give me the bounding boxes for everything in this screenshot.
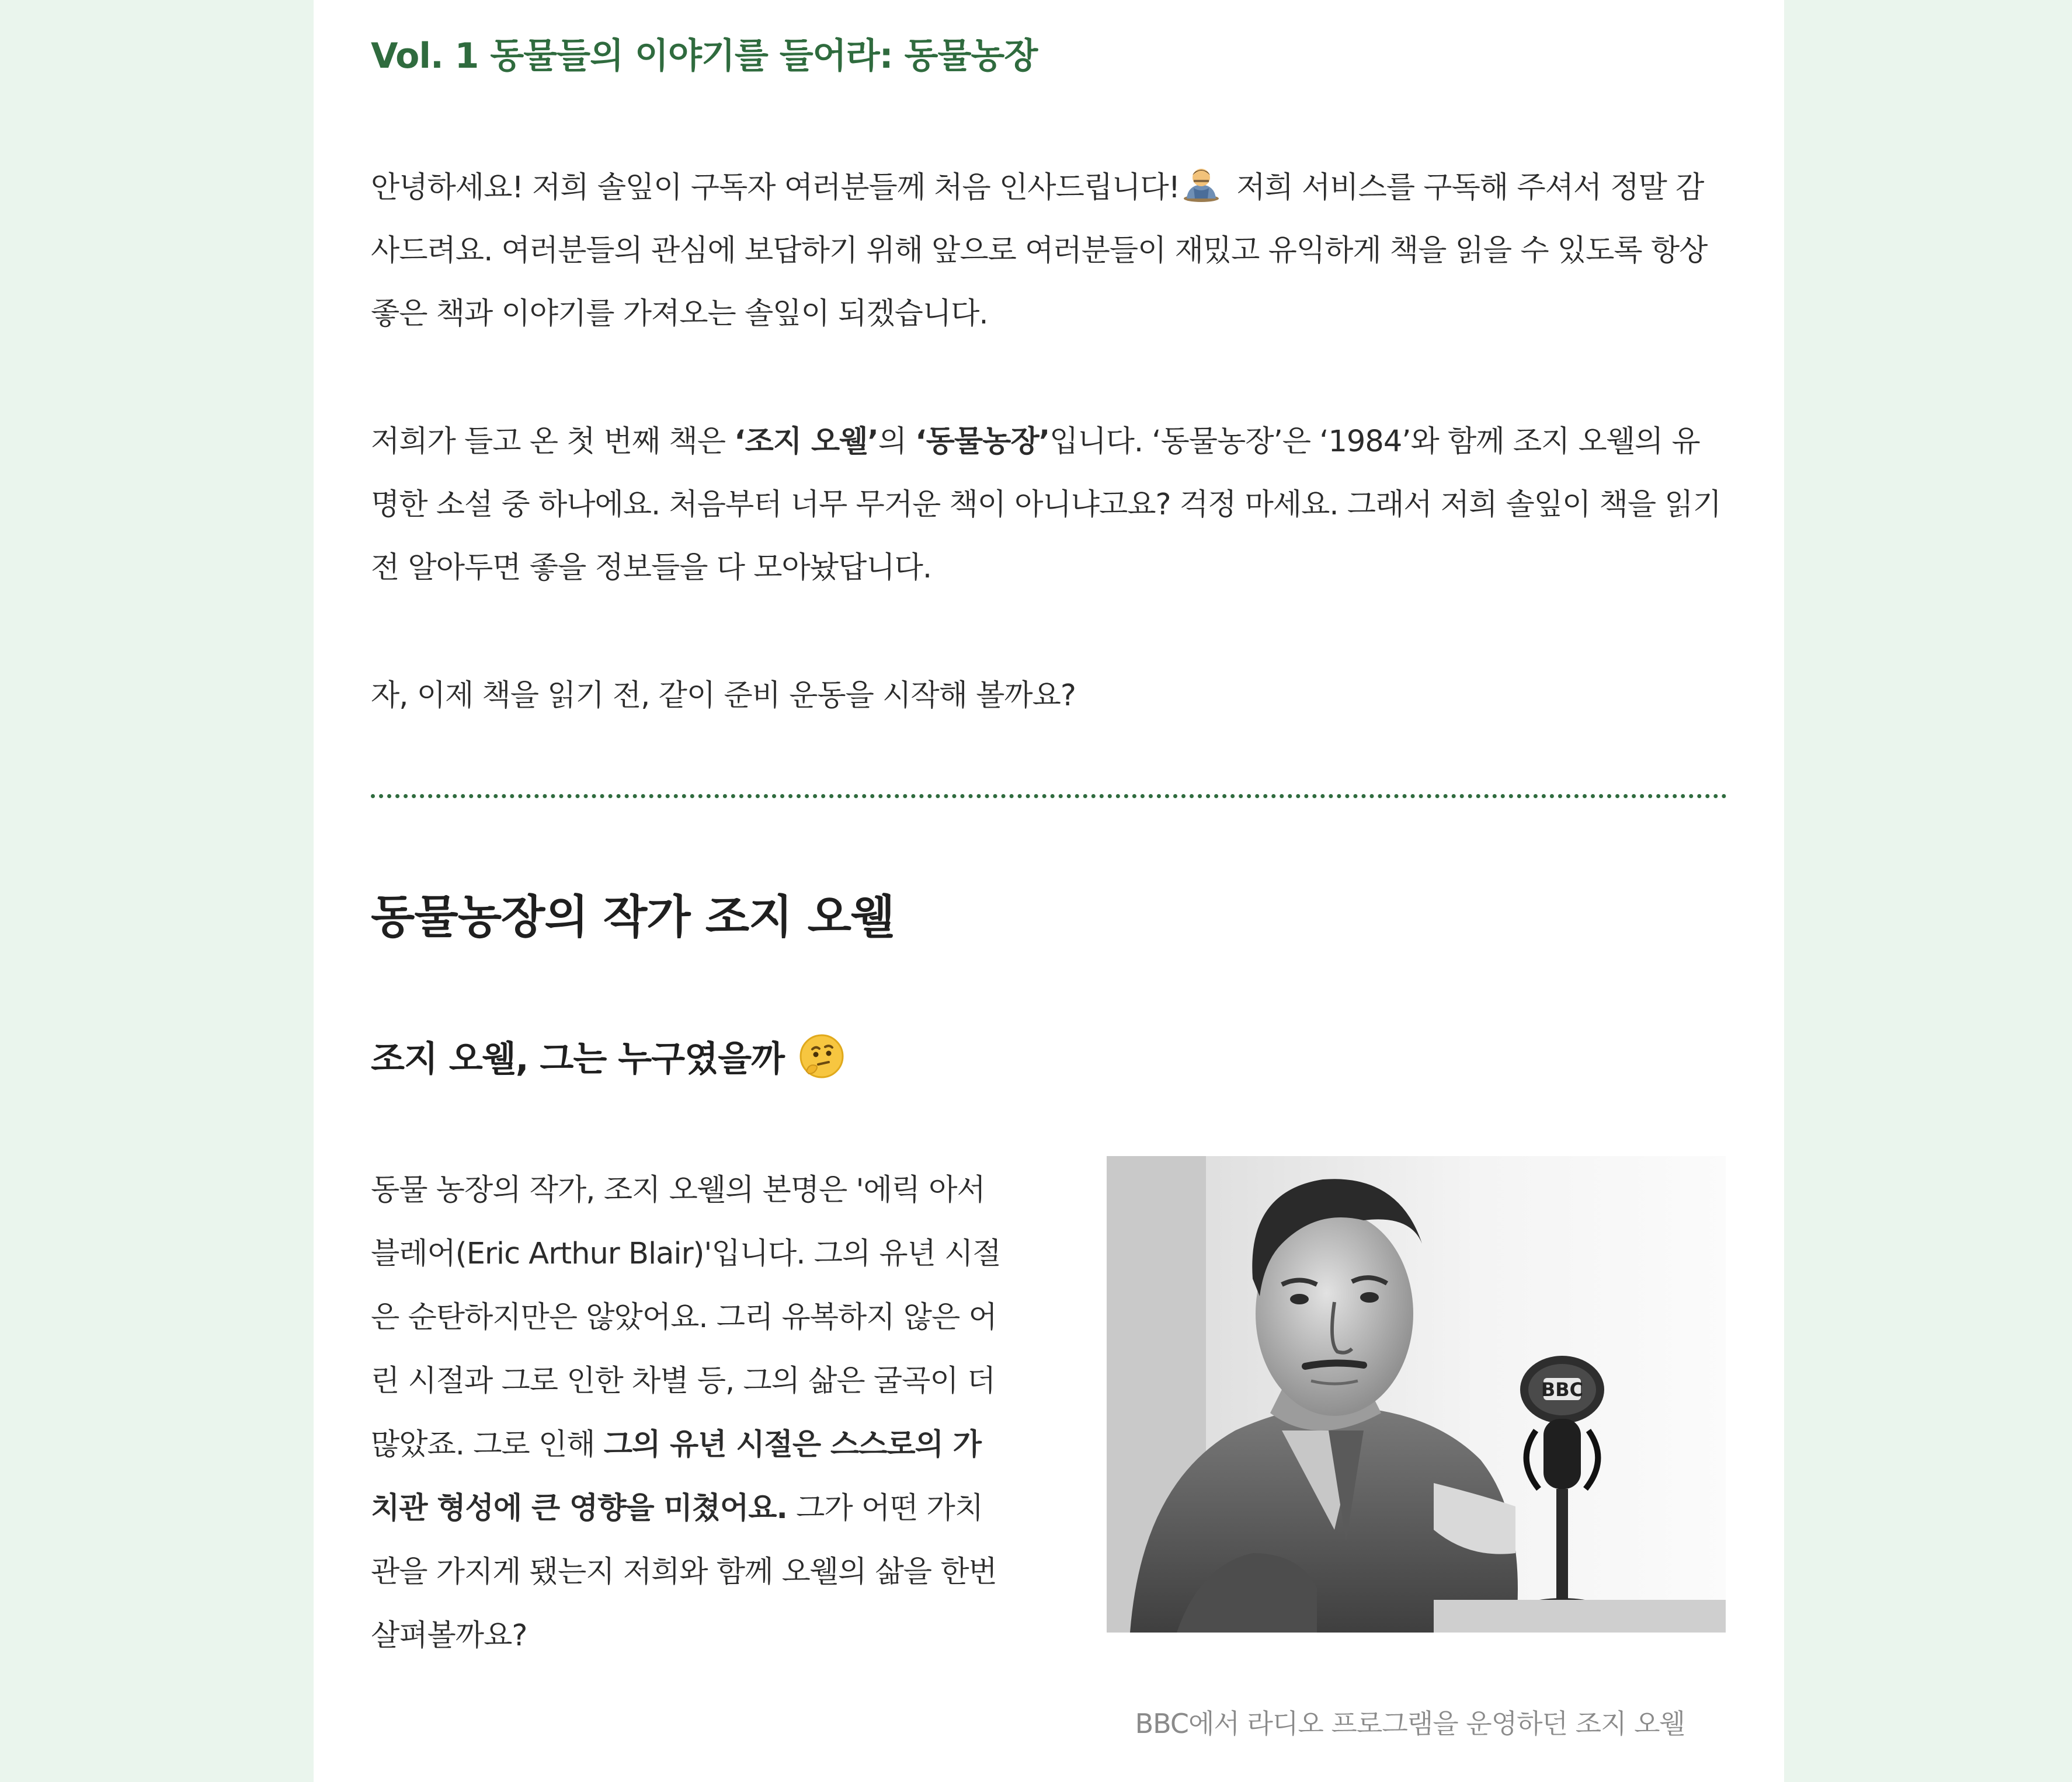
- intro-paragraph-warmup: 자, 이제 책을 읽기 전, 같이 준비 운동을 시작해 볼까요?: [371, 678, 1076, 713]
- newsletter-page: [314, 0, 1784, 1782]
- author-name-bold: ‘조지 오웰’: [734, 424, 878, 459]
- sub-heading: [371, 1031, 845, 1081]
- george-orwell-photo: [1107, 1156, 1726, 1633]
- book-intro-connector: 의: [878, 424, 916, 459]
- section-heading: 동물농장의 작가 조지 오웰: [371, 891, 895, 944]
- thinking-face-icon: [798, 1033, 845, 1080]
- greeting-continued-text: 저희 서비스를 구독해 주셔서 정말 감사드려요. 여러분들의 관심에 보답하기 위해 앞으로 여러분들이 재밌고 유익하게 책을 읽을 수 있도록 항상 좋은 책과 이야기를 가져오는 솔잎이 되겠습니다.: [371, 170, 1708, 331]
- author-bio-paragraph: [371, 1158, 1002, 1668]
- volume-title: Vol. 1 동물들의 이야기를 들어라: 동물농장: [371, 36, 1038, 76]
- bio-bold-text: 그의 유년 시절은 스스로의 가치관 형성에 큰 영향을 미쳤어요.: [371, 1428, 981, 1526]
- book-title-bold: ‘동물농장’: [915, 424, 1050, 459]
- microphone-label: BBC: [1541, 1379, 1584, 1401]
- greeting-text: 안녕하세요! 저희 솔잎이 구독자 여러분들께 처음 인사드립니다!: [371, 170, 1180, 205]
- person-bowing-icon: [1181, 161, 1222, 199]
- dotted-divider: [371, 794, 1727, 798]
- sub-heading-text: 조지 오웰, 그는 누구였을까: [371, 1039, 785, 1080]
- book-intro-text: 저희가 들고 온 첫 번째 책은: [371, 424, 735, 459]
- bio-text-continued: 그가 어떤 가치관을 가지게 됐는지 저희와 함께 오웰의 삶을 한번 살펴볼까요?: [371, 1491, 997, 1653]
- photo-caption: BBC에서 라디오 프로그램을 운영하던 조지 오웰: [1135, 1708, 1685, 1739]
- book-intro-continued: 입니다. ‘동물농장’은 ‘1984’와 함께 조지 오웰의 유명한 소설 중 하나에요. 처음부터 너무 무거운 책이 아니냐고요? 걱정 마세요. 그래서 저희 솔잎이 책을 읽기 전 알아두면 좋을 정보들을 다 모아놨답니다.: [371, 424, 1721, 585]
- intro-paragraph-greeting: [371, 156, 1727, 346]
- bio-text: 동물 농장의 작가, 조지 오웰의 본명은 '에릭 아서 블레어(Eric Arthur Blair)'입니다. 그의 유년 시절은 순탄하지만은 않았어요. 그리 유복하지 않은 어린 시절과 그로 인한 차별 등, 그의 삶은 굴곡이 더 많았죠. 그로 인해: [371, 1173, 1001, 1462]
- intro-paragraph-book: [371, 410, 1727, 600]
